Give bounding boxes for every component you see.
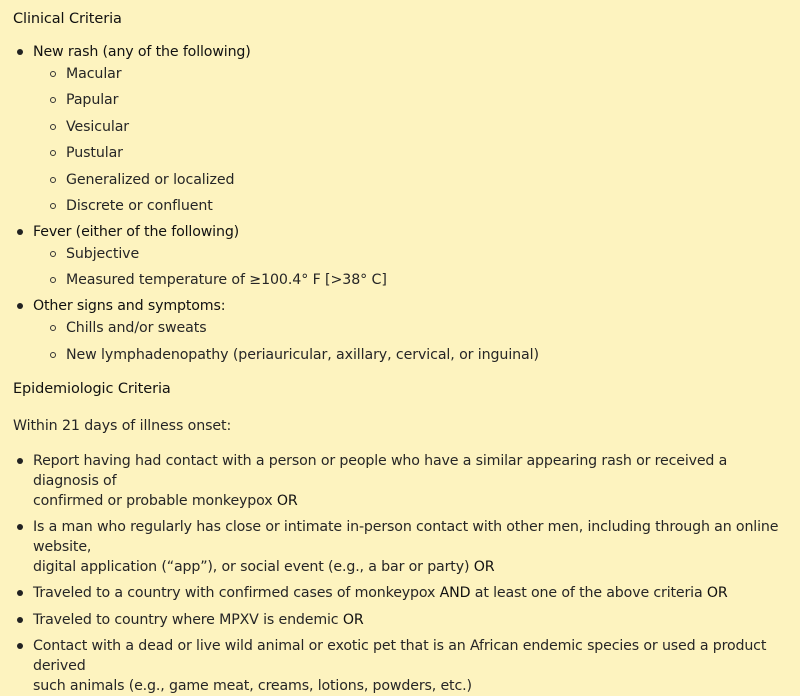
clinical-criteria-heading: Clinical Criteria [13,11,122,27]
list-item-fever [13,222,788,290]
sublist-item: Subjective [33,244,788,264]
and-connector: AND [439,585,471,602]
sublist-item: Pustular [33,143,788,163]
or-connector: OR [706,585,728,602]
epidemiologic-intro: Within 21 days of illness onset: [13,417,232,434]
sublist-other [33,318,788,364]
list-item-label: Fever (either of the following) [33,223,240,240]
item-text-line: such animals (e.g., game meat, creams, lotions, powders, etc.) [33,677,472,694]
list-item-label: New rash (any of the following) [33,44,251,60]
sublist-item: Chills and/or sweats [33,318,788,338]
list-item-travel-confirmed [13,583,788,603]
item-text-line [33,491,788,511]
or-connector: OR [276,492,298,509]
list-item-animal-contact [13,636,788,696]
item-text-line: Contact with a dead or live wild animal or exotic pet that is an African endemic species or used a product derived [33,637,767,674]
sublist-rash [33,64,788,216]
sublist-fever [33,244,788,290]
or-connector: OR [473,559,495,576]
list-item-new-rash [13,42,788,216]
item-text: Traveled to a country with confirmed cases of monkeypox [33,585,436,602]
item-text: at least one of the above criteria [474,585,703,602]
item-text-line: Report having had contact with a person or people who have a similar appearing rash or received a diagnosis of [33,452,728,489]
list-item-contact-rash [13,451,788,511]
list-item-travel-endemic [13,610,788,630]
list-item-other-symptoms [13,296,788,364]
sublist-item: New lymphadenopathy (periauricular, axillary, cervical, or inguinal) [33,345,788,365]
list-item-msm-contact [13,517,788,577]
sublist-item: Generalized or localized [33,170,788,190]
sublist-item: Discrete or confluent [33,196,788,216]
list-item-label: Other signs and symptoms: [33,298,226,315]
item-text-line [33,557,788,577]
sublist-item: Papular [33,90,788,110]
item-text: Traveled to country where MPXV is endemic [33,611,339,628]
sublist-item: Vesicular [33,117,788,137]
epidemiologic-criteria-list [13,451,788,696]
sublist-item: Macular [33,64,788,84]
item-text-line: Is a man who regularly has close or intimate in-person contact with other men, including through an online website, [33,519,779,556]
clinical-criteria-list [13,42,788,365]
sublist-item: Measured temperature of ≥100.4° F [>38° C] [33,270,788,290]
item-text: digital application (“app”), or social event (e.g., a bar or party) [33,559,470,576]
or-connector: OR [342,611,364,628]
epidemiologic-criteria-heading: Epidemiologic Criteria [13,380,171,397]
item-text: confirmed or probable monkeypox [33,492,273,509]
